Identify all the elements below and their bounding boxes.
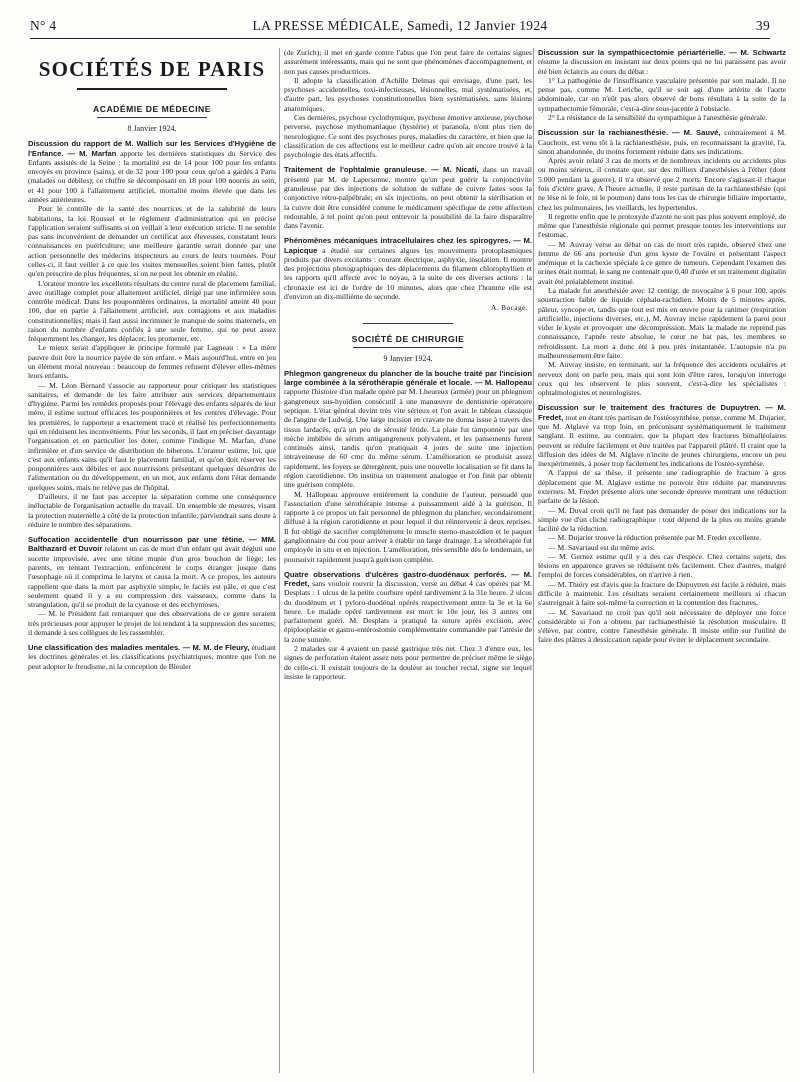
article-paragraph: Ces dernières, psychose cyclothymique, psychose émotive anxieuse, psychose perverse, psychose mythomaniaque (hystérie) et paranoïa, n'ont plus rien de neurologique. Ce sont des psychoses pures, maladies du caractère, et bien que la classification de ces affections est le meilleur cadre qu'on ait encore trouvé à la psychologie des états affectifs. [284,112,532,160]
article-paragraph: Après avoir relaté 3 cas de morts et de nombreux incidents ou accidents plus ou moins sérieux, il constate que, sur des milliers d'anesthésies à l'éther (dont 5.000 pendant la guerre), il n'a observé que 2 morts. Encore s'agissait-il chaque fois d'ictère grave. A l'heure actuelle, il reste partisan de la rachianesthésie (qui ne lèse ni le foie, ni le poumon) dans tous les cas de chirurgie biliaire importante, chez les pulmonaires, les vieillards, les hypertendus. [538,156,786,212]
issue-number: N° 4 [30,18,57,33]
section-rule [363,323,453,324]
article-paragraph: (de Zurich); il met en garde contre l'abus que l'on peut faire de certains signes assurément intéressants, mais qui ne sont que phénomènes d'accompagnement, et non pas causes productrices. [284,48,532,76]
column-divider [533,48,534,1073]
surgery-rule [353,347,463,348]
article-paragraph: Quatre observations d'ulcères gastro-duodénaux perforés. — M. Fredet, sans vouloir rouvrir la discussion, verse au débat 4 cas opérés par M. Desplats : 1 ulcus de la petite courbure opéré tardivement à la 31e heure. 2 ulcus du duodénum et 1 pyloro-duodénal opérés respectivement entre la 3e et la 6e heure. Le malade opéré tardivement est mort le 10e jour, les 3 autres ont parfaitement guéri. M. Desplats a pratiqué la suture après excision, avec épiplooplastie et gastro-entérostomie complémentaire commandée par l'atrésie de la zone suturée. [284,569,532,644]
article-paragraph: 2 malades sur 4 avaient un passé gastrique très net. Chez 3 d'entre eux, les signes de perforation étaient assez nets pour permettre de préciser même le siège de celle-ci. Il existait toujours de la douleur au toucher rectal, signe sur lequel insiste le rapporteur. [284,644,532,681]
article-paragraph: Il adopte la classification d'Achille Delmas qui envisage, d'une part, les psychoses accidentelles, toxi-infectieuses, lésionnelles, mal systématisées, et, d'autre part, les psychoses constitutionnelles bien systématisées, sans lésions anatomiques. [284,75,532,113]
article-paragraph: — M. Dujarier trouve la réduction présentée par M. Fredet excellente. [548,533,762,543]
article-paragraph: Discussion sur la rachianesthésie. — M. Sauvé, contrairement à M. Cauchoix, est venu tôt à la rachianesthésie, puis, en reconnaissant la gravité, l'a, sinon abandonnée, du moins fortement réduite dans ses indications. [538,128,786,156]
article-paragraph: Phlegmon gangreneux du plancher de la bouche traité par l'incision large combinée à la sérothérapie générale et locale. — M. Hallopeau rapporte l'histoire d'un malade opéré par M. Lheureux (armée) pour un phlegmon gangreneux sus-hyoïdien consécutif à une manœuvre de dentisterie opératoire septique. L'état général devint très vite sérieux et l'on avait le tableau classique de l'angine de Ludwig. Une large incision en cravate ne donna issue à travers des tissus lardacés, qu'à un peu de sérosité fétide. La plaie fut tamponnée par une mèche imbibée de sérum antigangreneux polyvalent, et les pansements furent continués ainsi, tandis qu'on pratiquait 4 jours de suite une injection intraveineuse de 60 cmc du même sérum. L'amélioration se produisit assez rapidement, les foyers se détergèrent, puis une nouvelle localisation se fit dans la région carotidienne. On institua un traitement analogue et l'on finit par obtenir une guérison complète. [284,368,532,490]
article-title: Phlegmon gangreneux du plancher de la bouche traité par l'incision large combinée à la sérothérapie générale et locale. — M. Hallopeau [284,368,532,388]
article-paragraph: Discussion sur le traitement des fractures de Dupuytren. — M. Fredet, tout en étant très partisan de l'ostéosynthèse, pense, comme M. Dujarier, que M. Alglave va trop loin, en préconisant systématiquement le traitement sanglant. Il estime, au contraire, que la plupart des fractures bimalléolaires peuvent se réduire facilement et être traitées par l'appareil plâtré. Il craint que la diffusion des idées de M. Alglave n'incite de jeunes chirurgiens, encore un peu inexpérimentés, à poser trop facilement les indications de l'ostéo-synthèse. [538,403,786,469]
article-title: Suffocation accidentelle d'un nourrisson par une tétine. — MM. Balthazard et Duvoir [28,535,276,554]
article-paragraph: Discussion sur la sympathicectomie périartérielle. — M. Schwartz résume la discussion en insistant sur deux points qui ne lui paraissent pas avoir été bien éclaircis au cours du débat : [538,48,786,76]
column-1 [28,48,276,1073]
article-paragraph: M. Hallopeau approuve entièrement la conduite de l'auteur, persuadé que l'association d'une sérothérapie intense a puissamment aidé à la guérison. Il rapporte à ce propos un fait personnel de phlegmon du plancher, secondairement diffusé à la région carotidienne et pour lequel il dut réintervenir à deux reprises. Il fut obligé de sacrifier complètement le muscle sterno-mastoïdien et le paquet ganglionnaire du cou pour arriver à établir un large drainage. La sérothérapie fut employée in situ et en injection. L'amélioration, très sensible dès le lendemain, se poursuivit rapidement jusqu'à guérison complète. [284,489,532,564]
article-paragraph: La malade fut anesthésiée avec 12 centigr. de novocaïne à 6 pour 100, après soustraction faible de liquide céphalo-rachidien. Moins de 5 minutes après, pâleur, syncope et, tandis que tout est mis en œuvre pour la ranimer (respiration artificielle, injections diverses, etc.), M. Auvray incise rapidement la paroi pour vider le kyste et provoquer une décompression. Mais la malade ne reprend pas connaissance, l'apnée reste absolue, le cœur ne bat pas, les membres se refroidissent. La mort a donc été à peu près instantanée. L'autopsie n'a pu malheureusement être faite. [538,286,786,360]
article-paragraph: — M. Gernez estime qu'il y a des cas d'espèce. Chez certains sujets, des lésions en apparence graves se réduisent très facilement. Chez d'autres, malgré l'emploi de forces considérables, on n'arrive à rien. [538,551,786,580]
article-paragraph: — M. Léon Bernard s'associe au rapporteur pour critiquer les statistiques sanitaires, et demande de les faire attribuer aux services départementaux d'hygiène. Parmi les remèdes proposés pour l'élevage des enfants séparés de leur mère, il estime surtout efficaces les pouponnières et les centres d'élevage. Pour les premières, le rapporteur a exactement tracé et réalisé les perfectionnements qui en réduisent les inconvénients. Pour les seconds, il faut en préciser davantage l'organisation et en particulier les doter, comme l'indique M. Marfan, d'une infirmière et d'un service de distribution de biberons. L'orateur estime, lui, que c'est aux enfants sains qu'il faut le placement familial, et qu'on doit réserver les pouponnières aux débiles et aux nourrissons présentant quelques désordres de l'alimentation ou du développement, en un mot, aux enfants dont l'état demande quelques soins, mais ne relève pas de l'hôpital. [28,380,276,492]
article-paragraph: Traitement de l'ophtalmie granuleuse. — M. Nicati, dans un travail présenté par M. de Lapersonne, montre qu'on peut guérir la conjonctivite granuleuse par des injections de solution de sulfate de cuivre faites sous la conjonctive rétro-palpébrale; en six injections, on peut obtenir la stérilisation et la cuivre doit être considéré comme le médicament spécifique de cette affection redoutable, à tel point qu'on peut entrevoir la possibilité de la faire disparaître dans l'avenir. [284,165,532,231]
article-paragraph: — M. Savariaud est du même avis. [548,542,655,552]
article-paragraph: A l'appui de sa thèse, il présente une radiographie de fracture à gros déplacement que M. Alglave estime ne pouvoir être réduite par manœuvres externes. M. Fredet présente alors une seconde épreuve montrant une réduction parfaite de la lésion. [538,468,786,506]
column-divider [279,48,280,1073]
page-number: 39 [755,18,770,33]
article-title: Une classification des maladies mentales. — M. M. de Fleury, [28,643,250,653]
article-paragraph: Discussion du rapport de M. Wallich sur les Services d'Hygiène de l'Enfance. — M. Marfan apporte les dernières statistiques du Service des Enfants assistés de la Seine : la mortalité est de 14 pour 100 pour les enfants envoyés en province (sains), et de 32 pour 100 pour ceux qu'on a gardés à Paris (malades ou débiles); ce chiffre se décomposant en 18 pour 100 nourris au sein, et 41 pour 100 à l'allaitement artificiel, mortalité moins élevée que dans les années antérieures. [28,139,276,204]
article-paragraph: — M. Savariaud ne croit pas qu'il soit nécessaire de déployer une force considérable si l'on a obtenu par rachianesthésie la résolution musculaire. Il s'élève, par contre, contre l'anesthésie générale. Il insiste enfin sur l'utilité de faire des plâtres à dessiccation rapide pour éviter le déplacement secondaire. [538,607,786,645]
author-signature: A. Bocage. [490,303,528,313]
article-paragraph: — M. Auvray verse au débat un cas de mort très rapide, observé chez une femme de 66 ans porteuse d'un gros kyste de l'ovaire et présentant l'aspect anémique et la cachexie spéciale à ce genre de tumeurs. Cependant l'examen des urines était normal, le sang ne contenait que 0,40 d'urée et un traitement digitalin avait été préalablement institué. [538,239,786,286]
article-title: Phénomènes mécaniques intracellulaires chez les spirogyres. — M. Lapicque [284,236,532,255]
surgery-heading: SOCIÉTÉ DE CHIRURGIE [351,333,465,344]
article-paragraph: Il regrette enfin que le protoxyde d'azote ne soit pas plus souvent employé, de même que l'anesthésie régionale qui permet presque toutes les interventions sur l'estomac. [538,211,786,240]
article-paragraph: Suffocation accidentelle d'un nourrisson par une tétine. — MM. Balthazard et Duvoir relatent un cas de mort d'un enfant qui avait dégluti une sucette improvisée, avec une tétine munie d'un gros bouchon de liège; les parents, en tentant l'extraction, enfoncèrent le corps étranger jusque dans l'œsophage où il comprima le larynx et causa la mort. A ce propos, les auteurs rappellent que dans la mort par asphyxie simple, le faciès est pâle, et que c'est seulement quand il y a eu compression des vaisseaux, comme dans la strangulation, qu'il se produit de la cyanose et des ecchymoses. [28,535,276,610]
academy-date: 8 Janvier 1924. [127,124,177,133]
article-paragraph: — M. Thiéry est d'avis que la fracture de Dupuytren est facile à réduire, mais difficile à maintenir. Les résultats seraient certainement meilleurs si chacun s'astreignait à faire soi-même la correction et la contention des fractures. [538,579,786,608]
article-paragraph: 1° La pathogénie de l'insuffisance vasculaire présentée par son malade. Il ne pense pas, comme M. Leriche, qu'il se soit agi d'une artérite de l'aorte abdominale, car on n'eût pas alors observé de bons résultats à la suite de la sympathectomie fémorale, c'est-à-dire sous-jacente à l'obstacle. [538,75,786,113]
article-title: Quatre observations d'ulcères gastro-duodénaux perforés. — M. Fredet, [284,569,532,589]
article-paragraph: M. Auvray insiste, en terminant, sur la fréquence des accidents oculaires et nerveux dont on parle peu, mais qui sont loin d'être rares, lorsqu'on interroge ceux qui les observent le plus souvent, c'est-à-dire les spécialistes : ophtalmologistes et neurologistes. [538,360,786,398]
academy-rule [97,117,207,118]
article-paragraph: L'orateur montre les excellents résultats du centre rural de placement familial, avec outillage complet pour allaitement artificiel, dirigé par une infirmière sous contrôle médical. Dans les pouponnières ordinaires, la mortalité atteint 40 pour 100, due en partie à l'allaitement artificiel, aux contagions et aux maladies constitutionnelles; mais il faut aussi incriminer le manque de soins maternels, en raison du nombre d'enfants confiés à une seule femme, qui ne peut assez fréquemment les changer, les déplacer, les promener, etc. [28,278,276,344]
column-2 [284,48,532,1073]
article-title: Traitement de l'ophtalmie granuleuse. — M. Nicati, [284,165,479,175]
article-title: Discussion sur la rachianesthésie. — M. Sauvé, [538,128,721,138]
article-paragraph: Le mieux serait d'appliquer le principe formulé par Lagneau : « La mère pauvre doit être la nourrice payée de son enfant. » Mais aujourd'hui, entre en jeu un élément moral nouveau : beaucoup de femmes refusent d'élever elles-mêmes leurs enfants. [28,343,276,381]
section-title: SOCIÉTÉS DE PARIS [38,57,266,81]
header-rule [30,38,770,39]
academy-heading: ACADÉMIE DE MÉDECINE [93,104,211,114]
journal-title: LA PRESSE MÉDICALE, Samedi, 12 Janvier 1924 [252,18,548,33]
article-paragraph: Une classification des maladies mentales. — M. M. de Fleury, étudiant les doctrines générales et les classifications psychiatriques, montre que l'on ne peut adopter le freudisme, ni la conception de Bleuler [28,643,276,671]
article-paragraph: — M. le Président fait remarquer que des observations de ce genre seraient très précieuses pour appuyer le projet de loi tendant à la suppression des sucettes; il demande à ses collègues de les rassembler. [28,609,276,637]
article-title: Discussion sur la sympathicectomie périartérielle. — M. Schwartz [538,48,786,57]
article-paragraph: D'ailleurs, il ne faut pas accepter la séparation comme une conséquence inéluctable de l'organisation actuelle du travail. Un ensemble de mesures, visant la protection maternelle à côté de la protection infantile, parviendrait sans doute à réduire le nombre des séparations. [28,491,276,529]
article-paragraph: 2° La résistance de la sensibilité du sympathique à l'anesthésie générale. [548,112,768,122]
page-header [30,14,770,36]
article-paragraph: Pour le contrôle de la santé des nourrices et de la salubrité de leurs habitations, la loi Roussel et le règlement d'administration qui en précise l'application seraient suffisants si on veillait à leur exécution stricte. Il ne semble pas sans inconvénient de demander un certificat aux éleveuses, constatant leurs connaissances en puériculture; une meilleure garantie serait donnée par une action personnelle des médecins inspecteurs au cours de leurs tournées. Pour celles-ci, il faut veiller à ce que les visites mensuelles soient bien faites, plutôt qu'en prescrire de plus fréquentes, si on ne peut les obtenir en réalité. [28,204,276,279]
article-title: Discussion sur le traitement des fractures de Dupuytren. — M. Fredet, [538,403,786,422]
column-3 [538,48,786,1073]
article-paragraph: Phénomènes mécaniques intracellulaires chez les spirogyres. — M. Lapicque a étudié sur certaines algues les mouvements protoplasmiques produits par divers excitants : courant électrique, asphyxie, insolation. Il montre des projections photographiques des déplacements du filament chlorophyllien et les rapports qu'il affecte avec le noyau, à la suite de ces diverses actions : la chronaxie est ici de l'ordre de 10 minutes, alors que chez l'homme elle est d'environ un dix-millième de seconde. [284,236,532,302]
surgery-date: 9 Janvier 1924. [383,353,433,363]
article-paragraph: — M. Duval croit qu'il ne faut pas demander de poser des indications sur la simple vue d'un cliché radiographique : tout dépend de la plus ou moins grande facilité de la réduction. [538,505,786,534]
section-rule [77,88,227,90]
article-title: Discussion du rapport de M. Wallich sur les Services d'Hygiène de l'Enfance. — M. Marfan [28,139,276,158]
